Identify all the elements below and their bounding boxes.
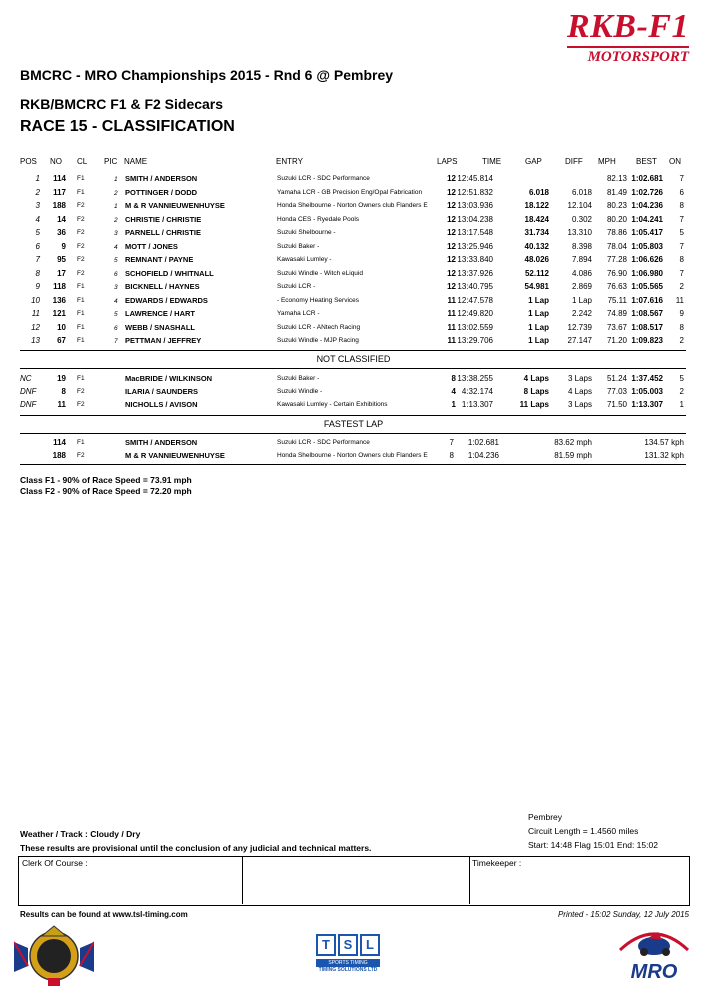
timekeeper-label: Timekeeper :: [472, 858, 522, 868]
cell-laps: 1: [451, 400, 456, 409]
cell-laps: 8: [451, 374, 456, 383]
cell-pos: 12: [31, 322, 40, 332]
cell-no: 11: [57, 400, 66, 409]
cell-entry: Suzuki LCR - ANtech Racing: [277, 323, 361, 331]
cell-best: 1:05.003: [631, 387, 663, 396]
cell-class: F1: [77, 188, 85, 196]
table-row: [0, 451, 707, 464]
mro-rider-icon: [614, 922, 694, 958]
cell-time: 1:02.681: [467, 438, 499, 447]
cell-no: 14: [57, 214, 66, 224]
cell-on: 8: [679, 255, 684, 264]
cell-mph: 77.28: [606, 255, 627, 264]
cell-no: 36: [57, 228, 66, 237]
cell-best: 1:08.517: [631, 322, 663, 332]
table-row: [0, 309, 707, 322]
cell-class: F2: [77, 215, 85, 223]
cell-diff: 13.310: [567, 228, 592, 237]
cell-laps: 11: [447, 336, 456, 345]
cell-class: F1: [77, 310, 85, 317]
cell-pos: 4: [35, 214, 40, 224]
cell-name: REMNANT / PAYNE: [125, 255, 194, 264]
table-row: [0, 296, 707, 309]
cell-no: 67: [57, 336, 66, 345]
cell-gap: 1 Lap: [528, 309, 549, 318]
cell-diff: 3 Laps: [567, 400, 592, 409]
cell-gap: 31.734: [524, 228, 549, 237]
cell-class: F1: [77, 439, 85, 446]
cell-no: 114: [53, 174, 66, 183]
cell-pos: 11: [31, 309, 40, 318]
cell-laps: 12: [447, 282, 456, 291]
cell-laps: 11: [447, 295, 456, 305]
cell-on: 1: [679, 400, 684, 409]
table-row: [0, 255, 707, 268]
col-time: TIME: [482, 157, 502, 166]
cell-time: 13:04.238: [457, 214, 493, 224]
cell-mph: 73.67: [606, 322, 627, 332]
cell-entry: Suzuki Windle - Witch eLiquid: [277, 269, 363, 277]
cell-class: F1: [77, 337, 85, 344]
cell-class: F2: [77, 388, 85, 395]
cell-diff: 6.018: [571, 187, 592, 197]
table-row: [0, 438, 707, 451]
cell-entry: Yamaha LCR - GB Precision Eng/Opal Fabrication: [277, 188, 423, 196]
cell-name: ILARIA / SAUNDERS: [125, 387, 199, 396]
cell-gap: 1 Lap: [528, 295, 549, 305]
tsl-letter-s: S: [338, 934, 358, 956]
cell-diff: 4 Laps: [567, 387, 592, 396]
cell-time: 12:45.814: [457, 174, 493, 183]
cell-time: 13:37.926: [457, 268, 493, 278]
cell-pos: 9: [35, 282, 40, 291]
cell-no: 118: [53, 282, 66, 291]
cell-class: F2: [77, 401, 85, 408]
cell-mph: 76.63: [606, 282, 627, 291]
table-row: [0, 201, 707, 214]
fastest-lap-title: FASTEST LAP: [323, 419, 384, 429]
cell-mph: 76.90: [606, 268, 627, 278]
cell-name: CHRISTIE / CHRISTIE: [125, 214, 202, 224]
cell-name: NICHOLLS / AVISON: [125, 400, 198, 409]
cell-mph: 80.23: [606, 201, 627, 210]
cell-best: 1:05.417: [631, 228, 663, 237]
cell-class: F2: [77, 229, 85, 236]
cell-pos: 1: [35, 174, 40, 183]
cell-mph: 51.24: [606, 374, 627, 383]
cell-class: F1: [77, 296, 85, 304]
col-best: BEST: [636, 157, 657, 166]
cell-pos: DNF: [20, 400, 37, 409]
circuit-times: Start: 14:48 Flag 15:01 End: 15:02: [528, 840, 658, 850]
cell-no: 17: [57, 268, 66, 278]
cell-best: 1:09.823: [631, 336, 663, 345]
not-classified-title: NOT CLASSIFIED: [316, 354, 391, 364]
cell-mph: 71.50: [606, 400, 627, 409]
cell-pos: 5: [35, 228, 40, 237]
cell-entry: Suzuki Windle -: [277, 388, 323, 395]
cell-name: MOTT / JONES: [125, 241, 178, 251]
cell-diff: 0.302: [571, 214, 592, 224]
cell-pic: 3: [114, 284, 118, 291]
cell-mph: 80.20: [606, 214, 627, 224]
col-entry: ENTRY: [276, 157, 303, 166]
cell-diff: 1 Lap: [571, 295, 592, 305]
cell-mph: 81.59 mph: [554, 451, 592, 460]
cell-gap: 1 Lap: [528, 322, 549, 332]
cell-on: 2: [679, 336, 684, 345]
event-title: BMCRC - MRO Championships 2015 - Rnd 6 @ Pembrey: [20, 67, 394, 83]
cell-entry: Kawasaki Lumley -: [277, 256, 332, 263]
divider: [20, 368, 686, 369]
cell-on: 2: [679, 282, 684, 291]
cell-time: 13:17.548: [457, 228, 493, 237]
cell-mph: 71.20: [606, 336, 627, 345]
cell-mph: 81.49: [606, 187, 627, 197]
cell-pic: 4: [114, 297, 118, 305]
cell-pos: 2: [35, 187, 40, 197]
cell-best: 1:13.307: [631, 400, 663, 409]
cell-laps: 12: [447, 228, 456, 237]
cell-entry: Yamaha LCR -: [277, 310, 320, 317]
cell-pos: NC: [20, 374, 32, 383]
cell-diff: 12.739: [567, 322, 592, 332]
cell-no: 114: [53, 438, 66, 447]
cell-pic: 7: [114, 338, 118, 345]
cell-best: 1:04.236: [631, 201, 663, 210]
cell-on: 5: [679, 228, 684, 237]
col-on: ON: [669, 157, 681, 166]
cell-class: F1: [77, 175, 85, 182]
cell-gap: 8 Laps: [523, 387, 549, 396]
cell-entry: Suzuki Windle - MJP Racing: [277, 337, 359, 344]
cell-pic: 1: [114, 203, 118, 210]
cell-no: 117: [53, 187, 66, 197]
cell-name: BICKNELL / HAYNES: [125, 282, 200, 291]
cell-gap: 48.026: [524, 255, 549, 264]
logo-sub-text: MOTORSPORT: [567, 46, 689, 66]
cell-class: F1: [77, 375, 85, 382]
table-row: [0, 282, 707, 295]
cell-on: 7: [679, 214, 684, 224]
col-cl: CL: [77, 157, 88, 166]
cell-gap: 1 Lap: [528, 336, 549, 345]
cell-pic: 5: [114, 311, 118, 318]
cell-pos: DNF: [20, 387, 37, 396]
cell-pos: 8: [35, 268, 40, 278]
cell-no: 121: [52, 309, 66, 318]
cell-name: PARNELL / CHRISTIE: [125, 228, 201, 237]
cell-entry: Suzuki Baker -: [277, 242, 320, 250]
cell-name: MacBRIDE / WILKINSON: [125, 374, 213, 383]
cell-gap: 40.132: [524, 241, 549, 251]
col-no: NO: [50, 157, 62, 166]
cell-on: 7: [679, 268, 684, 278]
cell-entry: Suzuki LCR - SDC Performance: [277, 175, 370, 182]
cell-gap: 18.424: [524, 214, 549, 224]
cell-mph: 83.62 mph: [554, 438, 592, 447]
tsl-logo: [316, 934, 380, 980]
cell-entry: Honda Shelbourne - Norton Owners club Flanders E: [277, 452, 428, 459]
col-laps: LAPS: [437, 157, 458, 166]
cell-mph: 78.86: [606, 228, 627, 237]
cell-best: 1:05.803: [631, 241, 663, 251]
cell-name: EDWARDS / EDWARDS: [125, 295, 208, 305]
cell-pos: 7: [35, 255, 40, 264]
cell-diff: 7.894: [571, 255, 592, 264]
cell-pos: 6: [35, 241, 40, 251]
cell-no: 9: [61, 241, 66, 251]
cell-gap: 11 Laps: [519, 400, 549, 409]
weather: Weather / Track : Cloudy / Dry: [20, 829, 141, 839]
cell-laps: 12: [447, 214, 456, 224]
class-title: RKB/BMCRC F1 & F2 Sidecars: [20, 96, 224, 112]
cell-pic: 3: [114, 230, 118, 237]
cell-name: SMITH / ANDERSON: [125, 174, 198, 183]
cell-diff: 27.147: [567, 336, 592, 345]
logo-main-text: RKB-F1: [566, 8, 689, 45]
cell-on: 11: [675, 295, 684, 305]
divider: [20, 415, 686, 416]
cell-entry: Honda Shelbourne - Norton Owners club Flanders E: [277, 202, 428, 209]
cell-gap: 52.112: [524, 268, 549, 278]
tsl-letter-t: T: [316, 934, 336, 956]
cell-on: 6: [679, 187, 684, 197]
table-row: [0, 374, 707, 387]
cell-gap: 18.122: [524, 201, 549, 210]
cell-entry: Suzuki Shelbourne -: [277, 229, 336, 236]
cell-mph: 75.11: [607, 295, 627, 305]
circuit-length: Circuit Length = 1.4560 miles: [528, 826, 639, 836]
signature-box-middle: [242, 856, 470, 904]
cell-laps: 11: [447, 309, 456, 318]
col-pic: PIC: [104, 157, 118, 166]
rkb-f1-logo: [567, 10, 689, 66]
cell-laps: 12: [447, 201, 456, 210]
mro-text: MRO: [630, 961, 678, 983]
col-diff: DIFF: [565, 157, 583, 166]
cell-on: 9: [679, 309, 684, 318]
cell-diff: 3 Laps: [567, 374, 592, 383]
cell-class: F2: [77, 452, 85, 459]
cell-best: 1:06.980: [631, 268, 663, 278]
cell-diff: 4.086: [571, 268, 592, 278]
table-row: [0, 228, 707, 241]
cell-name: SMITH / ANDERSON: [125, 438, 198, 447]
cell-class: F2: [77, 269, 85, 277]
cell-no: 188: [52, 201, 66, 210]
cell-pic: 4: [114, 243, 118, 251]
cell-mph: 78.04: [606, 241, 627, 251]
cell-name: SCHOFIELD / WHITNALL: [125, 268, 214, 278]
cell-name: M & R VANNIEUWENHUYSE: [125, 451, 225, 460]
cell-class: F1: [77, 283, 85, 290]
cell-laps: 12: [447, 241, 456, 251]
cell-gap: 6.018: [528, 187, 549, 197]
cell-best: 1:37.452: [631, 374, 663, 383]
table-header: [0, 157, 707, 170]
cell-on: 7: [679, 241, 684, 251]
printed-timestamp: Printed - 15:02 Sunday, 12 July 2015: [557, 910, 689, 919]
cell-no: 136: [52, 295, 66, 305]
cell-pic: 2: [114, 216, 118, 224]
cell-mph: 77.03: [606, 387, 627, 396]
table-row: [0, 242, 707, 255]
table-row: [0, 323, 707, 336]
cell-diff: 2.869: [571, 282, 592, 291]
cell-time: 1:04.236: [467, 451, 499, 460]
cell-laps: 12: [447, 187, 456, 197]
cell-laps: 12: [447, 255, 456, 264]
cell-gap: 4 Laps: [523, 374, 549, 383]
table-row: [0, 188, 707, 201]
table-row: [0, 387, 707, 400]
cell-on: 7: [679, 174, 684, 183]
cell-best: 1:06.626: [631, 255, 663, 264]
cell-pic: 2: [114, 189, 118, 197]
cell-lap: 7: [449, 438, 454, 447]
table-row: [0, 400, 707, 413]
cell-laps: 11: [447, 322, 456, 332]
cell-mph: 74.89: [606, 309, 627, 318]
col-gap: GAP: [525, 157, 542, 166]
cell-time: 12:47.578: [457, 295, 493, 305]
cell-laps: 12: [447, 174, 456, 183]
bmcrc-logo: [14, 922, 94, 988]
table-row: [0, 215, 707, 228]
cell-entry: Honda CES - Ryedale Pools: [277, 215, 360, 223]
bmcrc-badge-icon: [14, 922, 94, 988]
cell-on: 8: [679, 322, 684, 332]
cell-diff: 12.104: [567, 201, 592, 210]
table-row: [0, 336, 707, 349]
col-pos: POS: [20, 157, 37, 166]
divider: [20, 464, 686, 465]
cell-name: LAWRENCE / HART: [125, 309, 195, 318]
divider: [20, 433, 686, 434]
cell-time: 13:38.255: [457, 374, 493, 383]
cell-class: F2: [77, 242, 85, 250]
cell-pic: 6: [114, 324, 118, 332]
circuit-name: Pembrey: [528, 812, 563, 822]
cell-time: 13:33.840: [457, 255, 493, 264]
cell-name: M & R VANNIEUWENHUYSE: [125, 201, 225, 210]
cell-best: 1:04.241: [631, 214, 663, 224]
cell-no: 8: [61, 387, 66, 396]
cell-lap: 8: [449, 451, 454, 460]
clerk-of-course-label: Clerk Of Course :: [22, 858, 88, 868]
cell-kph: 134.57 kph: [644, 438, 684, 447]
cell-time: 13:03.936: [457, 201, 493, 210]
cell-entry: Kawasaki Lumley - Certain Exhibitions: [277, 401, 388, 408]
cell-class: F2: [77, 202, 85, 209]
cell-best: 1:07.616: [631, 295, 663, 305]
cell-no: 95: [57, 255, 66, 264]
cell-name: WEBB / SNASHALL: [125, 322, 195, 332]
cell-name: POTTINGER / DODD: [125, 187, 198, 197]
cell-on: 8: [679, 201, 684, 210]
cell-no: 19: [57, 374, 66, 383]
cell-pic: 6: [114, 270, 118, 278]
cell-pic: 1: [114, 176, 118, 183]
cell-class: F2: [77, 256, 85, 263]
provisional-note: These results are provisional until the conclusion of any judicial and technical matters.: [20, 843, 372, 853]
cell-best: 1:05.565: [631, 282, 663, 291]
cell-no: 10: [57, 322, 66, 332]
cell-on: 5: [679, 374, 684, 383]
mro-logo: [614, 922, 694, 984]
cell-on: 2: [679, 387, 684, 396]
cell-entry: Suzuki Baker -: [277, 375, 320, 382]
cell-gap: 54.981: [524, 282, 549, 291]
cell-time: 12:49.820: [457, 309, 493, 318]
cell-diff: 2.242: [571, 309, 592, 318]
results-url: Results can be found at www.tsl-timing.com: [20, 910, 188, 919]
table-row: [0, 174, 707, 187]
cell-name: PETTMAN / JEFFREY: [125, 336, 202, 345]
cell-time: 13:02.559: [457, 322, 493, 332]
col-name: NAME: [124, 157, 148, 166]
tsl-sub1: SPORTS TIMING: [316, 959, 380, 967]
cell-pic: 5: [114, 257, 118, 264]
cell-pos: 3: [35, 201, 40, 210]
cell-no: 188: [52, 451, 66, 460]
cell-diff: 8.398: [571, 241, 592, 251]
class-note-f1: Class F1 - 90% of Race Speed = 73.91 mph: [20, 475, 192, 485]
cell-best: 1:08.567: [631, 309, 663, 318]
table-row: [0, 269, 707, 282]
divider: [20, 350, 686, 351]
cell-entry: Suzuki LCR -: [277, 283, 316, 290]
tsl-sub2: TIMING SOLUTIONS LTD: [318, 967, 378, 973]
tsl-letter-l: L: [360, 934, 380, 956]
cell-time: 1:13.307: [461, 400, 493, 409]
cell-pos: 10: [31, 295, 40, 305]
cell-mph: 82.13: [606, 174, 627, 183]
cell-time: 12:51.832: [457, 187, 493, 197]
cell-class: F1: [77, 323, 85, 331]
cell-laps: 4: [451, 387, 456, 396]
cell-laps: 12: [447, 268, 456, 278]
race-title: RACE 15 - CLASSIFICATION: [20, 118, 235, 135]
cell-time: 13:25.946: [457, 241, 493, 251]
cell-time: 13:29.706: [457, 336, 493, 345]
cell-best: 1:02.681: [631, 174, 663, 183]
cell-entry: Suzuki LCR - SDC Performance: [277, 439, 370, 446]
cell-time: 13:40.795: [457, 282, 493, 291]
cell-best: 1:02.726: [631, 187, 663, 197]
col-mph: MPH: [598, 157, 616, 166]
class-note-f2: Class F2 - 90% of Race Speed = 72.20 mph: [20, 486, 192, 496]
cell-pos: 13: [31, 336, 40, 345]
cell-kph: 131.32 kph: [644, 451, 684, 460]
cell-time: 4:32.174: [461, 387, 493, 396]
cell-entry: - Economy Heating Services: [277, 296, 360, 304]
